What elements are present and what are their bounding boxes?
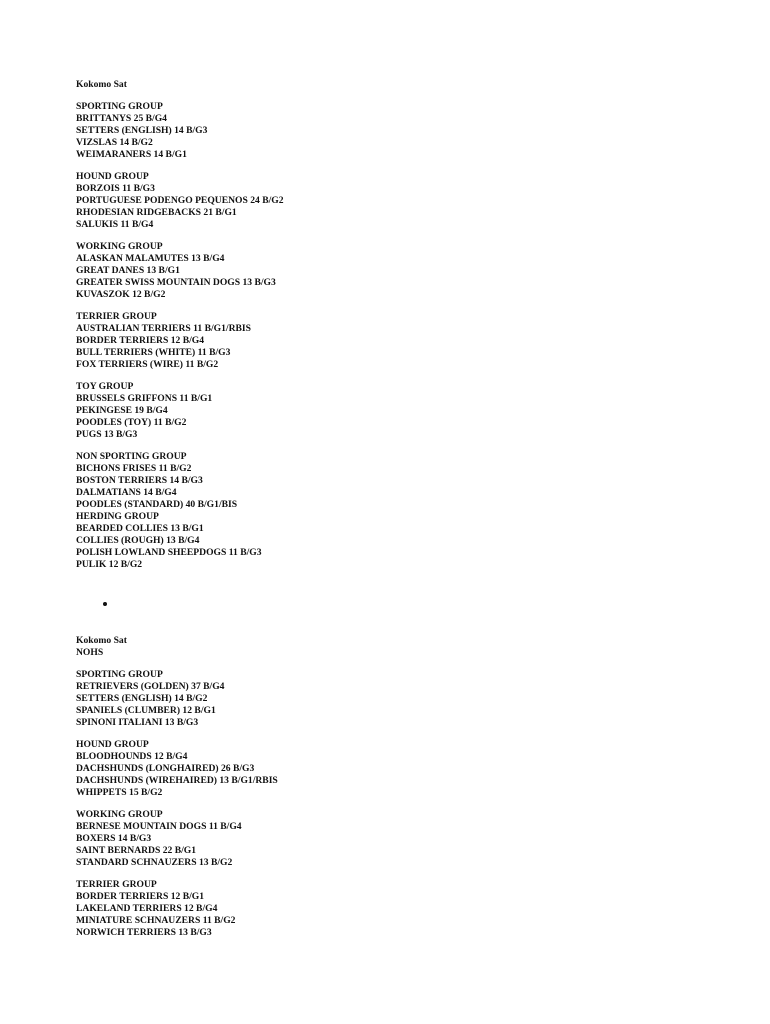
section2-header xyxy=(76,635,736,659)
group-entry: MINIATURE SCHNAUZERS 11 B/G2 xyxy=(76,915,236,926)
section1-non-sporting-group xyxy=(76,451,736,511)
group-entry: BORDER TERRIERS 12 B/G4 xyxy=(76,335,205,346)
group-entry: GREAT DANES 13 B/G1 xyxy=(76,265,180,276)
group-entry: RHODESIAN RIDGEBACKS 21 B/G1 xyxy=(76,207,237,218)
group-entry: COLLIES (ROUGH) 13 B/G4 xyxy=(76,535,200,546)
group-heading: WORKING GROUP xyxy=(76,809,163,820)
section2-hound-group xyxy=(76,739,736,799)
group-heading: TOY GROUP xyxy=(76,381,134,392)
group-entry: ALASKAN MALAMUTES 13 B/G4 xyxy=(76,253,225,264)
section1-title: Kokomo Sat xyxy=(76,79,127,90)
group-entry: PULIK 12 B/G2 xyxy=(76,559,143,570)
list-bullet-row xyxy=(76,571,736,635)
group-entry: BULL TERRIERS (WHITE) 11 B/G3 xyxy=(76,347,231,358)
group-entry: POODLES (TOY) 11 B/G2 xyxy=(76,417,187,428)
group-entry: BRITTANYS 25 B/G4 xyxy=(76,113,167,124)
group-entry: SAINT BERNARDS 22 B/G1 xyxy=(76,845,197,856)
group-heading: SPORTING GROUP xyxy=(76,669,163,680)
group-entry: PUGS 13 B/G3 xyxy=(76,429,138,440)
group-heading: HOUND GROUP xyxy=(76,739,149,750)
bullet-dot-icon xyxy=(103,602,107,606)
group-entry: BORDER TERRIERS 12 B/G1 xyxy=(76,891,205,902)
group-entry: SPINONI ITALIANI 13 B/G3 xyxy=(76,717,199,728)
group-entry: BOSTON TERRIERS 14 B/G3 xyxy=(76,475,203,486)
group-entry: SPANIELS (CLUMBER) 12 B/G1 xyxy=(76,705,216,716)
group-entry: DACHSHUNDS (WIREHAIRED) 13 B/G1/RBIS xyxy=(76,775,278,786)
group-entry: BRUSSELS GRIFFONS 11 B/G1 xyxy=(76,393,213,404)
group-entry: WEIMARANERS 14 B/G1 xyxy=(76,149,187,160)
group-entry: BLOODHOUNDS 12 B/G4 xyxy=(76,751,188,762)
group-entry: FOX TERRIERS (WIRE) 11 B/G2 xyxy=(76,359,219,370)
section1-working-group xyxy=(76,241,736,301)
group-entry: BEARDED COLLIES 13 B/G1 xyxy=(76,523,204,534)
group-entry: DACHSHUNDS (LONGHAIRED) 26 B/G3 xyxy=(76,763,255,774)
group-entry: POODLES (STANDARD) 40 B/G1/BIS xyxy=(76,499,238,510)
group-entry: LAKELAND TERRIERS 12 B/G4 xyxy=(76,903,218,914)
group-entry: SETTERS (ENGLISH) 14 B/G2 xyxy=(76,693,208,704)
group-entry: SETTERS (ENGLISH) 14 B/G3 xyxy=(76,125,208,136)
section2-terrier-group xyxy=(76,879,736,939)
group-entry: PEKINGESE 19 B/G4 xyxy=(76,405,168,416)
group-entry: PORTUGUESE PODENGO PEQUENOS 24 B/G2 xyxy=(76,195,284,206)
group-heading: TERRIER GROUP xyxy=(76,879,157,890)
section1-header xyxy=(76,79,736,91)
group-entry: RETRIEVERS (GOLDEN) 37 B/G4 xyxy=(76,681,225,692)
group-heading: TERRIER GROUP xyxy=(76,311,157,322)
section1-hound-group xyxy=(76,171,736,231)
group-entry: WHIPPETS 15 B/G2 xyxy=(76,787,163,798)
group-entry: BERNESE MOUNTAIN DOGS 11 B/G4 xyxy=(76,821,242,832)
group-entry: VIZSLAS 14 B/G2 xyxy=(76,137,153,148)
group-entry: DALMATIANS 14 B/G4 xyxy=(76,487,177,498)
group-entry: GREATER SWISS MOUNTAIN DOGS 13 B/G3 xyxy=(76,277,276,288)
group-entry: NORWICH TERRIERS 13 B/G3 xyxy=(76,927,212,938)
group-heading: HOUND GROUP xyxy=(76,171,149,182)
group-entry: BOXERS 14 B/G3 xyxy=(76,833,152,844)
section2-title: Kokomo Sat xyxy=(76,635,127,646)
section1-toy-group xyxy=(76,381,736,441)
group-entry: SALUKIS 11 B/G4 xyxy=(76,219,154,230)
group-heading: HERDING GROUP xyxy=(76,511,159,522)
group-heading: SPORTING GROUP xyxy=(76,101,163,112)
group-entry: AUSTRALIAN TERRIERS 11 B/G1/RBIS xyxy=(76,323,251,334)
section2-sporting-group xyxy=(76,669,736,729)
section2-subtitle: NOHS xyxy=(76,647,104,658)
group-heading: NON SPORTING GROUP xyxy=(76,451,187,462)
section1-terrier-group xyxy=(76,311,736,371)
section1-herding-group xyxy=(76,511,736,571)
document-page xyxy=(76,79,736,939)
group-entry: BORZOIS 11 B/G3 xyxy=(76,183,155,194)
group-entry: KUVASZOK 12 B/G2 xyxy=(76,289,166,300)
section1-sporting-group xyxy=(76,101,736,161)
group-heading: WORKING GROUP xyxy=(76,241,163,252)
group-entry: STANDARD SCHNAUZERS 13 B/G2 xyxy=(76,857,233,868)
group-entry: BICHONS FRISES 11 B/G2 xyxy=(76,463,192,474)
section2-working-group xyxy=(76,809,736,869)
group-entry: POLISH LOWLAND SHEEPDOGS 11 B/G3 xyxy=(76,547,262,558)
